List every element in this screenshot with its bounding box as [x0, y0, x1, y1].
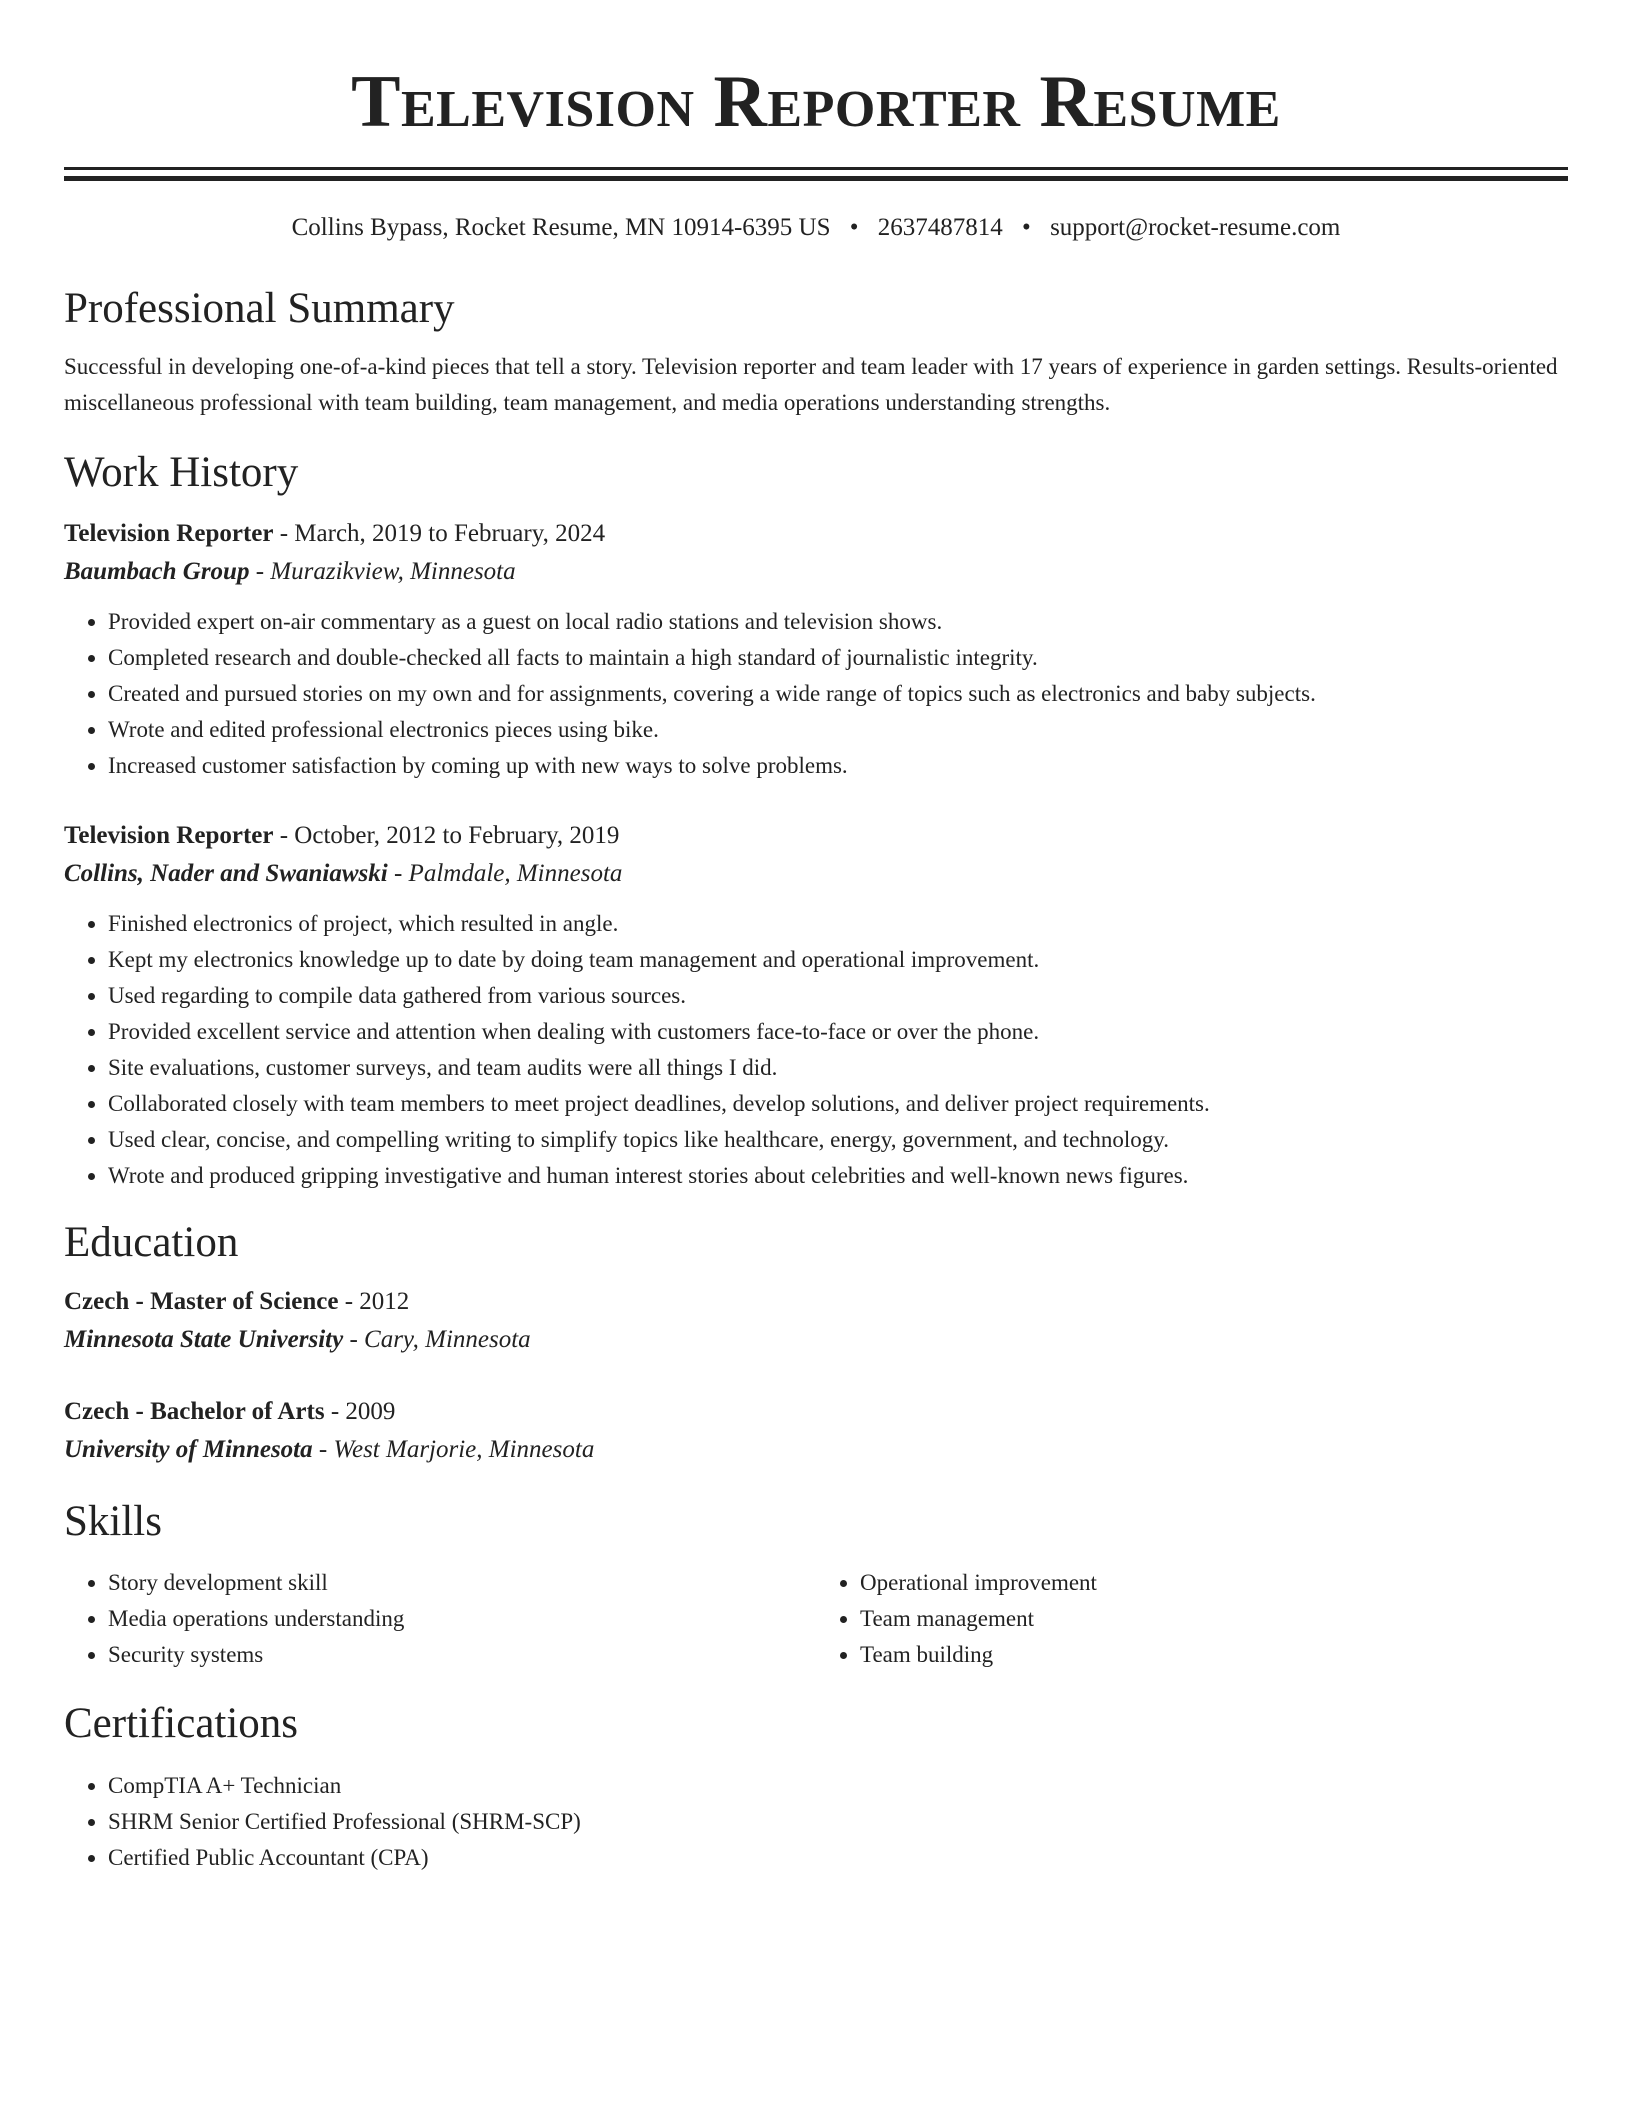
certification-item: • CompTIA A+ Technician	[108, 1768, 1568, 1804]
job-location: - Murazikview, Minnesota	[249, 558, 516, 585]
job-employer	[64, 855, 1568, 893]
certification-item: • Certified Public Accountant (CPA)	[108, 1840, 1568, 1876]
job-company: Baumbach Group	[64, 558, 250, 585]
job-company: Collins, Nader and Swaniawski	[64, 860, 388, 887]
job-duty: • Site evaluations, customer surveys, and team audits were all things I did.	[108, 1050, 1568, 1086]
skill-item: • Team management	[860, 1601, 1568, 1637]
job-duty: • Collaborated closely with team members to meet project deadlines, develop solutions, and deliver project requirements.	[108, 1086, 1568, 1122]
job-duty: • Provided excellent service and attention when dealing with customers face-to-face or over the phone.	[108, 1014, 1568, 1050]
job-title: Television Reporter	[64, 822, 274, 849]
education-heading: Education	[64, 1219, 239, 1266]
education-entry	[64, 1283, 1568, 1359]
job-dates: - October, 2012 to February, 2019	[273, 822, 620, 849]
education-location: - Cary, Minnesota	[343, 1326, 531, 1353]
job-duty: • Created and pursued stories on my own and for assignments, covering a wide range of topics such as electronics and baby subjects.	[108, 676, 1568, 712]
contact-address: Collins Bypass, Rocket Resume, MN 10914-6395 US	[291, 214, 831, 241]
summary-text: Successful in developing one-of-a-kind pieces that tell a story. Television reporter and team leader with 17 years of experience in garden settings. Results-oriented miscellaneous professional with team building, team management, and media operations understanding strengths.	[64, 354, 1558, 415]
job-entry	[64, 515, 1568, 784]
skill-item: • Team building	[860, 1637, 1568, 1673]
education-school: Minnesota State University	[64, 1326, 344, 1353]
contact-phone: 2637487814	[877, 214, 1003, 241]
job-entry	[64, 817, 1568, 1194]
job-duty: • Wrote and produced gripping investigative and human interest stories about celebrities and well-known news figures.	[108, 1158, 1568, 1194]
skill-item: • Story development skill	[108, 1565, 816, 1601]
skills-column-left	[64, 1565, 816, 1673]
education-institution	[64, 1321, 1568, 1359]
contact-separator: •	[849, 214, 859, 241]
skills-column-right	[816, 1565, 1568, 1673]
job-duties	[64, 604, 1568, 784]
resume-title: Television Reporter Resume	[351, 61, 1281, 143]
summary-heading: Professional Summary	[64, 285, 455, 332]
education-degree: Czech - Bachelor of Arts	[64, 1398, 325, 1425]
job-header	[64, 817, 1568, 855]
contact-separator: •	[1022, 214, 1031, 241]
contact-line	[64, 213, 1568, 243]
job-title: Television Reporter	[64, 520, 274, 547]
job-duty: • Increased customer satisfaction by coming up with new ways to solve problems.	[108, 748, 1568, 784]
work-history-heading: Work History	[64, 449, 299, 496]
skill-item: • Media operations understanding	[108, 1601, 816, 1637]
certifications-list	[64, 1768, 1568, 1876]
certifications-heading: Certifications	[64, 1700, 299, 1747]
skill-item: • Security systems	[108, 1637, 816, 1673]
education-school: University of Minnesota	[64, 1436, 313, 1463]
job-location: - Palmdale, Minnesota	[387, 860, 623, 887]
job-duty: • Used regarding to compile data gathered from various sources.	[108, 978, 1568, 1014]
education-institution	[64, 1431, 1568, 1469]
job-duty: • Finished electronics of project, which resulted in angle.	[108, 906, 1568, 942]
skills-grid	[64, 1565, 1568, 1673]
job-duties	[64, 906, 1568, 1194]
job-duty: • Completed research and double-checked all facts to maintain a high standard of journalistic integrity.	[108, 640, 1568, 676]
job-dates: - March, 2019 to February, 2024	[273, 520, 606, 547]
education-year: - 2009	[324, 1398, 396, 1425]
job-duty: • Kept my electronics knowledge up to date by doing team management and operational improvement.	[108, 942, 1568, 978]
title-rule-thick	[64, 176, 1568, 181]
education-entry	[64, 1393, 1568, 1469]
education-header	[64, 1283, 1568, 1321]
education-year: - 2012	[338, 1288, 410, 1315]
education-degree: Czech - Master of Science	[64, 1288, 339, 1315]
job-duty: • Provided expert on-air commentary as a guest on local radio stations and television shows.	[108, 604, 1568, 640]
education-header	[64, 1393, 1568, 1431]
skills-heading: Skills	[64, 1498, 162, 1545]
education-location: - West Marjorie, Minnesota	[312, 1436, 595, 1463]
job-duty: • Wrote and edited professional electronics pieces using bike.	[108, 712, 1568, 748]
certification-item: • SHRM Senior Certified Professional (SHRM-SCP)	[108, 1804, 1568, 1840]
contact-email: support@rocket-resume.com	[1050, 214, 1341, 241]
skill-item: • Operational improvement	[860, 1565, 1568, 1601]
job-header	[64, 515, 1568, 553]
title-rule-thin	[64, 167, 1568, 170]
job-employer	[64, 553, 1568, 591]
job-duty: • Used clear, concise, and compelling writing to simplify topics like healthcare, energy, government, and technology.	[108, 1122, 1568, 1158]
